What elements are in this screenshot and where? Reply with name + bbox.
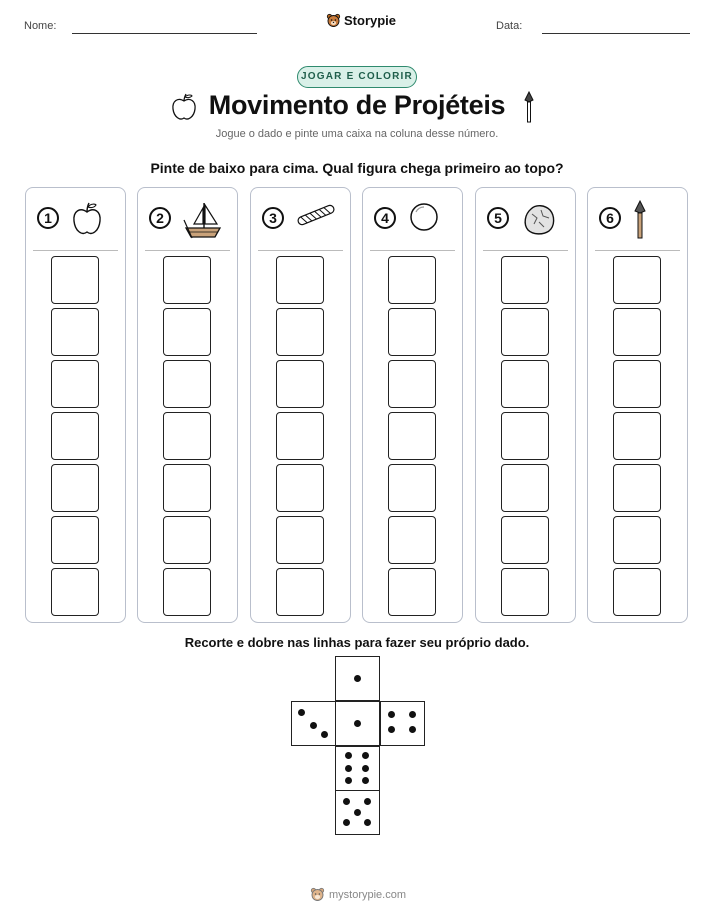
dice-face-2 — [380, 701, 425, 746]
boat-icon — [182, 200, 222, 245]
spear-icon — [522, 91, 536, 123]
color-box[interactable] — [388, 568, 436, 616]
color-box[interactable] — [388, 464, 436, 512]
dice-face-6 — [335, 746, 380, 791]
coloring-columns — [25, 187, 690, 623]
dice-pip — [364, 819, 371, 826]
brand-logo — [326, 13, 396, 28]
color-box[interactable] — [51, 464, 99, 512]
color-box[interactable] — [163, 360, 211, 408]
dice-pip — [362, 752, 369, 759]
color-box[interactable] — [163, 412, 211, 460]
color-box[interactable] — [388, 412, 436, 460]
color-box[interactable] — [276, 308, 324, 356]
rope-icon — [295, 200, 337, 235]
column-5 — [475, 187, 576, 623]
column-header — [363, 200, 462, 240]
column-number: 1 — [37, 207, 59, 229]
color-box[interactable] — [51, 256, 99, 304]
page-title: Movimento de Projéteis — [208, 90, 506, 120]
column-header — [476, 200, 575, 240]
column-number: 5 — [487, 207, 509, 229]
column-header — [588, 200, 687, 240]
color-box[interactable] — [51, 412, 99, 460]
dice-face-1 — [335, 701, 380, 746]
column-2 — [137, 187, 238, 623]
color-box[interactable] — [501, 308, 549, 356]
color-box[interactable] — [613, 516, 661, 564]
color-box[interactable] — [276, 360, 324, 408]
color-box[interactable] — [388, 360, 436, 408]
color-box[interactable] — [51, 360, 99, 408]
color-box[interactable] — [613, 464, 661, 512]
color-box[interactable] — [388, 516, 436, 564]
column-header — [26, 200, 125, 240]
column-number: 2 — [149, 207, 171, 229]
dice-face-3 — [291, 701, 336, 746]
color-box[interactable] — [388, 308, 436, 356]
color-box[interactable] — [51, 308, 99, 356]
dice-pip — [364, 798, 371, 805]
color-box[interactable] — [613, 308, 661, 356]
column-4 — [362, 187, 463, 623]
color-box[interactable] — [276, 568, 324, 616]
color-box[interactable] — [613, 360, 661, 408]
dice-pip — [354, 720, 361, 727]
brand-name: Storypie — [344, 13, 397, 28]
date-label: Data: — [496, 20, 523, 32]
dice-pip — [388, 726, 395, 733]
dice-face-1 — [335, 656, 380, 701]
color-box[interactable] — [51, 516, 99, 564]
footer-url[interactable]: mystorypie.com — [329, 888, 407, 901]
column-1 — [25, 187, 126, 623]
column-number: 3 — [262, 207, 284, 229]
color-box[interactable] — [163, 308, 211, 356]
spear-icon — [632, 200, 648, 245]
bear-logo-icon — [326, 13, 341, 28]
color-box[interactable] — [501, 568, 549, 616]
dice-pip — [409, 726, 416, 733]
color-box[interactable] — [501, 464, 549, 512]
dice-pip — [362, 765, 369, 772]
column-divider — [258, 250, 343, 251]
dice-pip — [409, 711, 416, 718]
dice-pip — [354, 809, 361, 816]
column-header — [138, 200, 237, 240]
ball-icon — [407, 200, 441, 239]
column-divider — [33, 250, 118, 251]
color-box[interactable] — [276, 464, 324, 512]
rock-icon — [520, 200, 558, 243]
column-divider — [145, 250, 230, 251]
category-badge: JOGAR E COLORIR — [297, 66, 417, 88]
dice-pip — [354, 675, 361, 682]
color-box[interactable] — [613, 256, 661, 304]
color-box[interactable] — [163, 256, 211, 304]
apple-icon — [70, 200, 104, 243]
name-label: Nome: — [24, 20, 57, 32]
dice-pip — [345, 777, 352, 784]
subtitle: Jogue o dado e pinte uma caixa na coluna desse número. — [215, 128, 499, 140]
column-divider — [370, 250, 455, 251]
column-header — [251, 200, 350, 240]
color-box[interactable] — [163, 516, 211, 564]
dice-pip — [388, 711, 395, 718]
color-box[interactable] — [51, 568, 99, 616]
color-box[interactable] — [501, 256, 549, 304]
column-number: 6 — [599, 207, 621, 229]
dice-pip — [343, 798, 350, 805]
color-box[interactable] — [163, 568, 211, 616]
column-6 — [587, 187, 688, 623]
column-3 — [250, 187, 351, 623]
date-line[interactable] — [542, 33, 690, 34]
column-divider — [595, 250, 680, 251]
color-box[interactable] — [501, 516, 549, 564]
dice-pip — [298, 709, 305, 716]
dice-pip — [345, 765, 352, 772]
footer — [310, 887, 406, 902]
dice-pip — [321, 731, 328, 738]
color-box[interactable] — [276, 516, 324, 564]
color-box[interactable] — [163, 464, 211, 512]
color-box[interactable] — [388, 256, 436, 304]
color-box[interactable] — [613, 568, 661, 616]
color-box[interactable] — [501, 412, 549, 460]
dice-instruction: Recorte e dobre nas linhas para fazer seu próprio dado. — [184, 635, 530, 650]
name-line[interactable] — [72, 33, 257, 34]
instruction-text: Pinte de baixo para cima. Qual figura chega primeiro ao topo? — [150, 160, 564, 176]
color-box[interactable] — [613, 412, 661, 460]
dice-face-5 — [335, 790, 380, 835]
dice-pip — [362, 777, 369, 784]
color-box[interactable] — [276, 256, 324, 304]
column-divider — [483, 250, 568, 251]
column-number: 4 — [374, 207, 396, 229]
bear-logo-icon — [310, 887, 325, 902]
color-box[interactable] — [276, 412, 324, 460]
dice-pip — [343, 819, 350, 826]
dice-pip — [310, 722, 317, 729]
color-box[interactable] — [501, 360, 549, 408]
dice-pip — [345, 752, 352, 759]
